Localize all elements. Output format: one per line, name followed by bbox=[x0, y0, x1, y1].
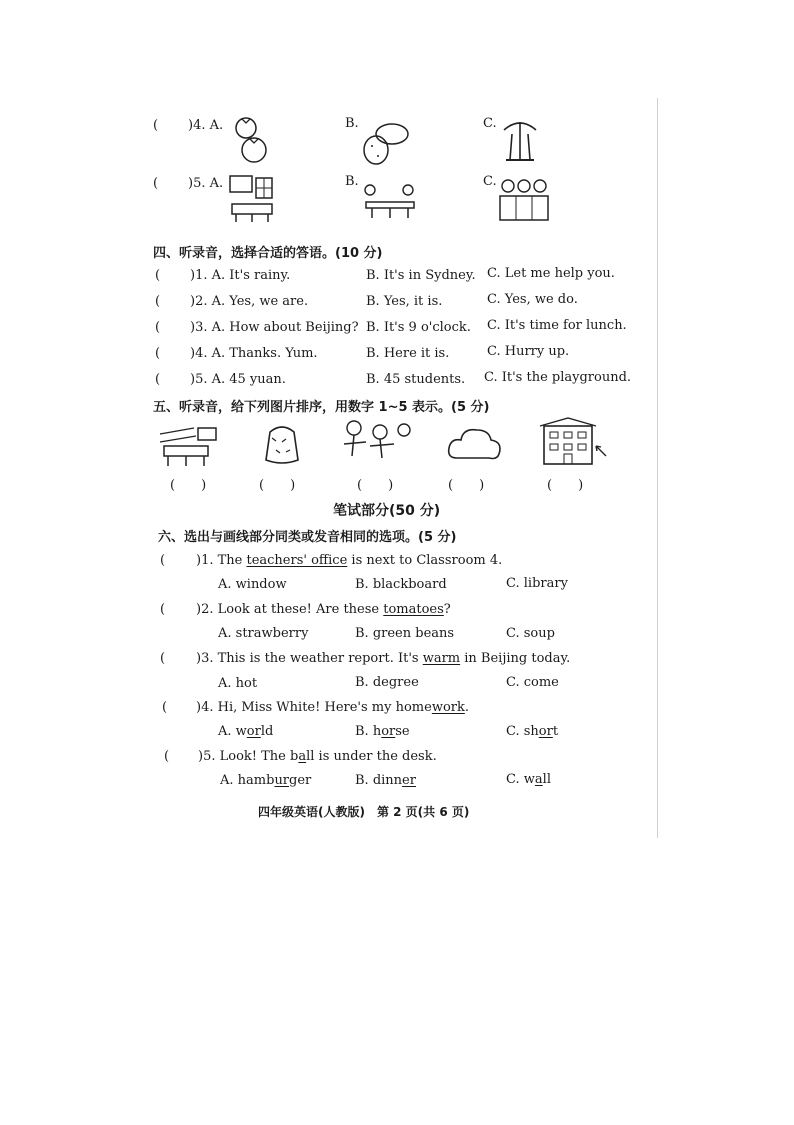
tomatoes-picture bbox=[232, 112, 272, 164]
s4-q1-option-b: B. It's in Sydney. bbox=[366, 268, 476, 283]
q5-option-c: C. bbox=[483, 174, 497, 189]
students-picture bbox=[498, 176, 550, 224]
s5-blank-5: ( ) bbox=[547, 478, 584, 493]
s6-q1-paren: ( bbox=[160, 553, 166, 568]
s6-q3-question: )3. This is the weather report. It's warm in Beijing today. bbox=[196, 651, 571, 666]
s6-q1-question: )1. The teachers' office is next to Classroom 4. bbox=[196, 553, 503, 568]
s5-blank-4: ( ) bbox=[448, 478, 485, 493]
s5-blank-2: ( ) bbox=[259, 478, 296, 493]
section5-title: 五、听录音，给下列图片排序，用数字 1~5 表示。(5 分) bbox=[153, 400, 490, 415]
s4-q4-option-c: C. Hurry up. bbox=[487, 344, 570, 359]
s4-q5-option-c: C. It's the playground. bbox=[484, 370, 632, 385]
q5-paren: ( bbox=[153, 176, 159, 191]
s6-q2-option-c: C. soup bbox=[506, 626, 555, 641]
s4-q3-paren: ( bbox=[155, 320, 161, 335]
school-building-picture bbox=[540, 418, 608, 468]
s6-q3-paren: ( bbox=[160, 651, 166, 666]
q4-label: )4. A. bbox=[188, 118, 224, 133]
s6-q2-option-a: A. strawberry bbox=[218, 626, 309, 641]
s6-q4-option-a: A. world bbox=[218, 724, 274, 739]
sack-picture bbox=[262, 420, 302, 466]
s4-q5-option-a: )5. A. 45 yuan. bbox=[190, 372, 286, 387]
s6-q1-option-c: C. library bbox=[506, 576, 568, 591]
written-part-title: 笔试部分(50 分) bbox=[333, 503, 441, 519]
s4-q2-option-a: )2. A. Yes, we are. bbox=[190, 294, 309, 309]
s6-q5-paren: ( bbox=[164, 749, 170, 764]
s4-q2-option-c: C. Yes, we do. bbox=[487, 292, 578, 307]
page-footer: 四年级英语(人教版) 第 2 页(共 6 页) bbox=[258, 805, 470, 819]
s4-q5-option-b: B. 45 students. bbox=[366, 372, 466, 387]
s6-q5-option-c: C. wall bbox=[506, 772, 551, 787]
s4-q4-paren: ( bbox=[155, 346, 161, 361]
s4-q4-option-a: )4. A. Thanks. Yum. bbox=[190, 346, 318, 361]
q4-option-b: B. bbox=[345, 116, 359, 131]
s6-q5-question: )5. Look! The ball is under the desk. bbox=[198, 749, 437, 764]
s4-q3-option-c: C. It's time for lunch. bbox=[487, 318, 627, 333]
s4-q3-option-a: )3. A. How about Beijing? bbox=[190, 320, 359, 335]
s6-q1-option-b: B. blackboard bbox=[355, 577, 447, 592]
q5-option-b: B. bbox=[345, 174, 359, 189]
s4-q1-option-c: C. Let me help you. bbox=[487, 266, 615, 281]
page-edge-line bbox=[657, 98, 658, 838]
s4-q5-paren: ( bbox=[155, 372, 161, 387]
s6-q5-option-b: B. dinner bbox=[355, 773, 416, 788]
s5-blank-3: ( ) bbox=[357, 478, 394, 493]
s6-q5-option-a: A. hamburger bbox=[220, 773, 312, 788]
s4-q4-option-b: B. Here it is. bbox=[366, 346, 450, 361]
s6-q4-question: )4. Hi, Miss White! Here's my homework. bbox=[196, 700, 470, 715]
q4-option-c: C. bbox=[483, 116, 497, 131]
s6-q1-option-a: A. window bbox=[218, 577, 287, 592]
s6-q4-option-c: C. short bbox=[506, 724, 559, 739]
plant-picture bbox=[498, 112, 542, 164]
s6-q2-paren: ( bbox=[160, 602, 166, 617]
q5-label: )5. A. bbox=[188, 176, 224, 191]
s6-q3-option-b: B. degree bbox=[355, 675, 419, 690]
s4-q1-option-a: )1. A. It's rainy. bbox=[190, 268, 291, 283]
s4-q2-paren: ( bbox=[155, 294, 161, 309]
s4-q3-option-b: B. It's 9 o'clock. bbox=[366, 320, 471, 335]
s6-q2-question: )2. Look at these! Are these tomatoes? bbox=[196, 602, 451, 617]
s4-q1-paren: ( bbox=[155, 268, 161, 283]
s6-q4-option-b: B. horse bbox=[355, 724, 410, 739]
kids-playing-picture bbox=[340, 418, 414, 466]
s5-blank-1: ( ) bbox=[170, 478, 207, 493]
cloud-picture bbox=[447, 424, 503, 464]
s6-q3-option-a: A. hot bbox=[218, 676, 258, 691]
s6-q3-option-c: C. come bbox=[506, 675, 559, 690]
computer-room-picture bbox=[158, 424, 220, 468]
s4-q2-option-b: B. Yes, it is. bbox=[366, 294, 443, 309]
q4-paren: ( bbox=[153, 118, 159, 133]
potatoes-picture bbox=[362, 120, 410, 166]
section6-title: 六、选出与画线部分同类或发音相同的选项。(5 分) bbox=[158, 530, 457, 545]
section4-title: 四、听录音，选择合适的答语。(10 分) bbox=[153, 246, 383, 261]
s6-q4-paren: ( bbox=[162, 700, 168, 715]
s6-q2-option-b: B. green beans bbox=[355, 626, 455, 641]
classroom-picture bbox=[228, 174, 276, 224]
dining-picture bbox=[362, 182, 418, 220]
